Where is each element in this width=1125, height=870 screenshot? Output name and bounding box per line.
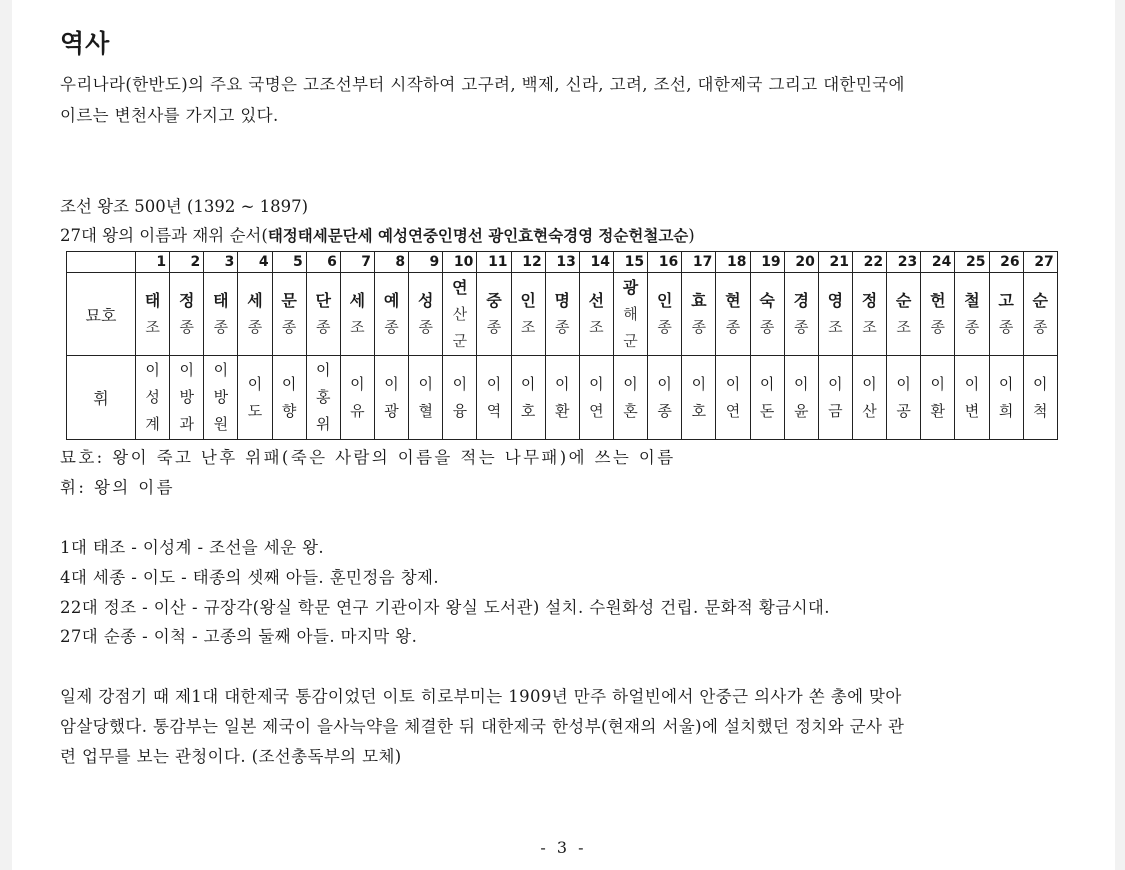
myoho-cell	[170, 273, 204, 356]
myoho-char: 인	[656, 291, 673, 310]
myoho-char: 군	[452, 331, 468, 350]
myoho-char: 명	[554, 291, 570, 310]
hwi-char: 위	[316, 415, 331, 433]
hwi-char: 이	[179, 361, 194, 379]
king-number-cell: 9	[409, 252, 443, 273]
king-number-cell: 15	[613, 252, 647, 273]
king-number-cell: 10	[443, 252, 477, 273]
hwi-char: 공	[896, 401, 911, 420]
hwi-cell	[989, 356, 1023, 440]
king-number-cell: 5	[272, 252, 306, 273]
hwi-cell	[204, 356, 238, 440]
hwi-cell	[170, 356, 204, 440]
hwi-cell	[579, 356, 613, 440]
myoho-char: 종	[281, 318, 297, 336]
myoho-cell	[272, 273, 306, 356]
hwi-char: 산	[862, 401, 877, 420]
king-number-cell: 1	[136, 252, 170, 273]
myoho-char: 선	[588, 291, 605, 310]
myoho-cell	[716, 273, 750, 356]
king-number-cell: 14	[579, 252, 613, 273]
hwi-row-label: 휘	[67, 356, 136, 440]
myoho-char: 정	[861, 291, 878, 310]
king-number-cell: 2	[170, 252, 204, 273]
hwi-cell	[852, 356, 886, 440]
hwi-char: 이	[350, 374, 365, 393]
hwi-char: 이	[793, 374, 809, 393]
note-myoho: 묘호: 왕이 죽고 난후 위패(죽은 사람의 이름을 적는 나무패)에 쓰는 이름	[60, 448, 676, 467]
myoho-char: 세	[247, 291, 263, 310]
hwi-char: 변	[964, 401, 980, 420]
king-number-cell: 4	[238, 252, 272, 273]
hwi-cell	[1023, 356, 1057, 440]
hwi-char: 종	[657, 401, 672, 420]
section-title: 역사	[60, 29, 111, 58]
hwi-char: 이	[1032, 374, 1048, 393]
myoho-char: 종	[247, 318, 263, 336]
closing-line-1: 일제 강점기 때 제1대 대한제국 통감이었던 이토 히로부미는 1909년 만주 하얼빈에서 안중근 의사가 쏜 총에 맞아	[60, 687, 902, 706]
king-number-cell: 19	[750, 252, 784, 273]
myoho-char: 단	[315, 291, 331, 310]
hwi-char: 이	[589, 374, 604, 393]
hwi-char: 척	[1032, 401, 1048, 420]
myoho-cell	[1023, 273, 1057, 356]
kings-table	[66, 251, 1058, 440]
hwi-char: 방	[213, 388, 229, 406]
myoho-cell	[852, 273, 886, 356]
hwi-cell	[306, 356, 340, 440]
myoho-row-label: 묘호	[67, 273, 136, 356]
myoho-char: 종	[486, 318, 502, 336]
king-number-cell: 13	[545, 252, 579, 273]
myoho-cell	[921, 273, 955, 356]
myoho-char: 영	[827, 291, 844, 310]
king-fact-22: 22대 정조 - 이산 - 규장각(왕실 학문 연구 기관이자 왕실 도서관) 설치. 수원화성 건립. 문화적 황금시대.	[60, 598, 830, 617]
myoho-char: 종	[384, 318, 399, 336]
page-number: - 3 -	[540, 838, 587, 857]
hwi-char: 이	[725, 374, 741, 393]
myoho-cell	[477, 273, 511, 356]
table-hwi-row	[67, 356, 1058, 440]
hwi-char: 이	[759, 374, 775, 393]
hwi-cell	[750, 356, 784, 440]
table-corner-cell	[67, 252, 136, 273]
hwi-char: 향	[281, 401, 297, 420]
myoho-cell	[443, 273, 477, 356]
myoho-cell	[784, 273, 818, 356]
hwi-char: 돈	[759, 401, 775, 420]
king-number-cell: 22	[852, 252, 886, 273]
king-number-cell: 6	[306, 252, 340, 273]
myoho-char: 순	[1032, 291, 1048, 310]
hwi-char: 이	[247, 374, 263, 393]
myoho-char: 종	[725, 318, 741, 336]
hwi-char: 이	[930, 374, 946, 393]
hwi-cell	[613, 356, 647, 440]
myoho-char: 종	[691, 318, 707, 336]
closing-line-3: 련 업무를 보는 관청이다. (조선총독부의 모체)	[60, 747, 402, 766]
hwi-char: 이	[862, 374, 877, 393]
hwi-char: 이	[452, 374, 468, 393]
myoho-char: 고	[998, 291, 1014, 310]
myoho-char: 헌	[930, 291, 946, 310]
king-number-cell: 18	[716, 252, 750, 273]
myoho-cell	[682, 273, 716, 356]
hwi-char: 도	[247, 401, 263, 420]
myoho-char: 태	[144, 291, 161, 310]
hwi-char: 혈	[418, 401, 433, 420]
hwi-char: 호	[520, 401, 536, 420]
myoho-char: 종	[657, 318, 672, 336]
myoho-cell	[306, 273, 340, 356]
myoho-char: 조	[350, 318, 365, 336]
note-hwi: 휘: 왕의 이름	[60, 478, 175, 497]
table-number-row	[67, 252, 1058, 273]
hwi-cell	[443, 356, 477, 440]
myoho-cell	[750, 273, 784, 356]
myoho-char: 종	[316, 318, 331, 336]
myoho-char: 산	[452, 304, 468, 323]
king-number-cell: 8	[374, 252, 408, 273]
hwi-char: 희	[998, 401, 1014, 420]
myoho-char: 문	[281, 291, 297, 310]
hwi-char: 호	[691, 401, 707, 420]
myoho-char: 조	[828, 318, 843, 336]
kings-order-prefix: 27대 왕의 이름과 재위 순서(	[60, 226, 268, 245]
intro-line-1: 우리나라(한반도)의 주요 국명은 고조선부터 시작하여 고구려, 백제, 신라, 고려, 조선, 대한제국 그리고 대한민국에	[60, 75, 905, 94]
hwi-cell	[374, 356, 408, 440]
myoho-char: 종	[1032, 318, 1048, 336]
myoho-char: 조	[520, 318, 536, 336]
hwi-char: 성	[145, 388, 160, 406]
hwi-char: 방	[179, 388, 194, 406]
hwi-char: 이	[213, 361, 229, 379]
king-number-cell: 26	[989, 252, 1023, 273]
king-number-cell: 3	[204, 252, 238, 273]
joseon-heading: 조선 왕조 500년 (1392 ~ 1897)	[60, 197, 309, 216]
hwi-char: 이	[281, 374, 297, 393]
king-fact-27: 27대 순종 - 이척 - 고종의 둘째 아들. 마지막 왕.	[60, 627, 418, 646]
hwi-char: 이	[828, 374, 843, 393]
hwi-char: 이	[998, 374, 1014, 393]
king-number-cell: 25	[955, 252, 989, 273]
hwi-cell	[784, 356, 818, 440]
myoho-cell	[613, 273, 647, 356]
myoho-char: 종	[555, 318, 570, 336]
hwi-char: 원	[213, 415, 229, 433]
myoho-char: 예	[383, 291, 400, 310]
hwi-char: 환	[555, 401, 570, 420]
hwi-cell	[136, 356, 170, 440]
kings-order-suffix: )	[688, 226, 695, 245]
myoho-cell	[818, 273, 852, 356]
hwi-char: 이	[623, 374, 638, 393]
myoho-cell	[511, 273, 545, 356]
king-number-cell: 17	[682, 252, 716, 273]
hwi-char: 이	[486, 374, 502, 393]
hwi-char: 유	[350, 401, 365, 420]
myoho-char: 태	[213, 291, 229, 310]
hwi-char: 이	[316, 361, 331, 379]
king-number-cell: 12	[511, 252, 545, 273]
hwi-char: 홍	[316, 388, 331, 406]
myoho-cell	[340, 273, 374, 356]
hwi-char: 연	[725, 401, 741, 420]
hwi-char: 이	[384, 374, 399, 393]
closing-line-2: 암살당했다. 통감부는 일본 제국이 을사늑약을 체결한 뒤 대한제국 한성부(현재의 서울)에 설치했던 정치와 군사 관	[60, 717, 905, 736]
king-number-cell: 24	[921, 252, 955, 273]
myoho-char: 현	[725, 291, 741, 310]
hwi-char: 이	[520, 374, 536, 393]
myoho-char: 조	[145, 318, 160, 336]
hwi-cell	[477, 356, 511, 440]
myoho-char: 종	[213, 318, 229, 336]
myoho-char: 조	[589, 318, 604, 336]
hwi-char: 광	[384, 401, 399, 420]
myoho-char: 효	[691, 291, 707, 310]
hwi-char: 윤	[793, 401, 809, 420]
hwi-char: 환	[930, 401, 946, 420]
hwi-char: 이	[418, 374, 433, 393]
king-fact-1: 1대 태조 - 이성계 - 조선을 세운 왕.	[60, 538, 325, 557]
kings-order-line	[60, 222, 695, 246]
hwi-cell	[648, 356, 682, 440]
king-number-cell: 16	[648, 252, 682, 273]
hwi-cell	[921, 356, 955, 440]
king-number-cell: 7	[340, 252, 374, 273]
hwi-char: 혼	[623, 401, 638, 420]
myoho-char: 군	[623, 331, 638, 350]
myoho-char: 중	[486, 291, 502, 310]
hwi-cell	[238, 356, 272, 440]
hwi-char: 이	[691, 374, 707, 393]
hwi-char: 이	[555, 374, 570, 393]
hwi-char: 계	[145, 415, 160, 433]
hwi-char: 융	[452, 401, 468, 420]
myoho-char: 종	[998, 318, 1014, 336]
intro-line-2: 이르는 변천사를 가지고 있다.	[60, 106, 279, 125]
myoho-cell	[545, 273, 579, 356]
myoho-char: 인	[520, 291, 536, 310]
myoho-char: 종	[418, 318, 433, 336]
hwi-cell	[545, 356, 579, 440]
myoho-char: 종	[179, 318, 194, 336]
myoho-char: 종	[759, 318, 775, 336]
myoho-cell	[136, 273, 170, 356]
myoho-char: 연	[452, 277, 468, 297]
myoho-cell	[374, 273, 408, 356]
myoho-cell	[887, 273, 921, 356]
myoho-char: 철	[964, 291, 980, 310]
hwi-char: 이	[896, 374, 911, 393]
myoho-char: 해	[623, 304, 638, 323]
king-number-cell: 27	[1023, 252, 1057, 273]
myoho-cell	[955, 273, 989, 356]
hwi-char: 이	[964, 374, 980, 393]
king-number-cell: 11	[477, 252, 511, 273]
myoho-cell	[238, 273, 272, 356]
king-number-cell: 21	[818, 252, 852, 273]
myoho-cell	[409, 273, 443, 356]
myoho-char: 종	[930, 318, 946, 336]
kings-order-mnemonic: 태정태세문단세 예성연중인명선 광인효현숙경영 정순헌철고순	[267, 227, 689, 245]
myoho-cell	[579, 273, 613, 356]
king-number-cell: 20	[784, 252, 818, 273]
myoho-char: 광	[622, 277, 639, 297]
hwi-char: 이	[657, 374, 672, 393]
hwi-cell	[409, 356, 443, 440]
myoho-char: 정	[178, 291, 195, 310]
hwi-cell	[340, 356, 374, 440]
myoho-cell	[648, 273, 682, 356]
hwi-char: 역	[486, 401, 502, 420]
myoho-char: 세	[349, 291, 366, 310]
hwi-cell	[682, 356, 716, 440]
myoho-char: 순	[895, 291, 912, 310]
document-page	[12, 0, 1115, 870]
hwi-cell	[272, 356, 306, 440]
myoho-char: 성	[417, 291, 434, 310]
myoho-char: 조	[862, 318, 877, 336]
hwi-char: 과	[179, 415, 194, 433]
myoho-char: 숙	[759, 291, 775, 310]
hwi-cell	[716, 356, 750, 440]
table-myoho-row	[67, 273, 1058, 356]
hwi-char: 금	[828, 401, 843, 420]
hwi-cell	[818, 356, 852, 440]
myoho-char: 조	[896, 318, 911, 336]
hwi-cell	[511, 356, 545, 440]
hwi-char: 연	[589, 401, 604, 420]
myoho-cell	[989, 273, 1023, 356]
myoho-char: 경	[793, 291, 809, 310]
myoho-char: 종	[793, 318, 809, 336]
hwi-cell	[887, 356, 921, 440]
myoho-cell	[204, 273, 238, 356]
hwi-char: 이	[145, 361, 160, 379]
king-fact-4: 4대 세종 - 이도 - 태종의 셋째 아들. 훈민정음 창제.	[60, 568, 440, 587]
hwi-cell	[955, 356, 989, 440]
king-number-cell: 23	[887, 252, 921, 273]
myoho-char: 종	[964, 318, 980, 336]
